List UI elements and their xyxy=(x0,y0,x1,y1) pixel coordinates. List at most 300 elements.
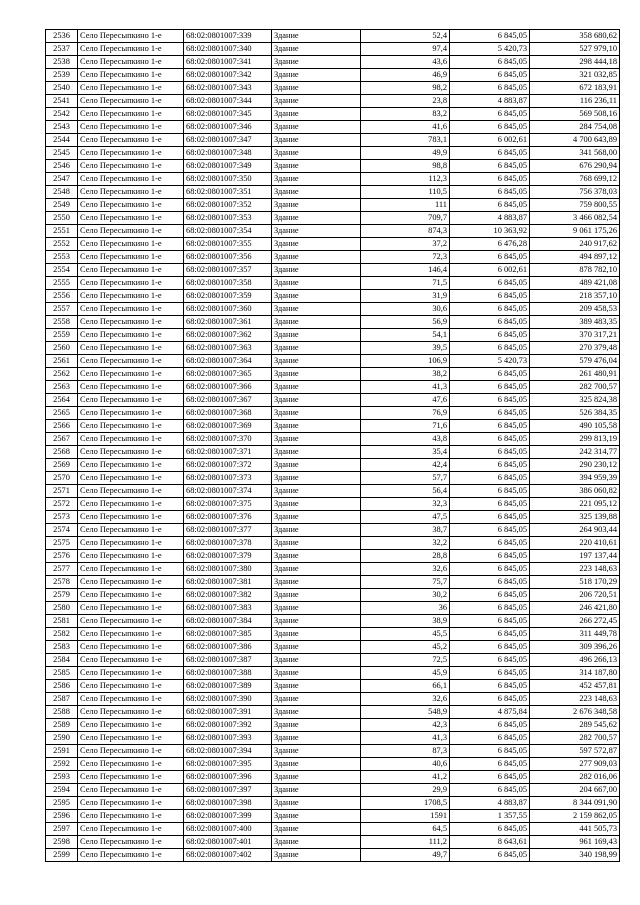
cadastral-number-cell: 68:02:0801007:380 xyxy=(184,563,272,576)
cadastral-number-cell: 68:02:0801007:364 xyxy=(184,355,272,368)
cadastral-value-cell: 358 680,62 xyxy=(530,30,620,43)
cadastral-value-cell: 298 444,18 xyxy=(530,56,620,69)
table-row xyxy=(46,784,620,797)
table-row xyxy=(46,485,620,498)
cadastral-value-cell: 3 466 082,54 xyxy=(530,212,620,225)
table-row xyxy=(46,394,620,407)
cadastral-value-cell: 672 183,91 xyxy=(530,82,620,95)
table-row xyxy=(46,56,620,69)
unit-cost-cell: 6 845,05 xyxy=(450,108,530,121)
location-cell: Село Пересыпкино 1-е xyxy=(78,589,184,602)
area-cell: 71,6 xyxy=(361,420,450,433)
cadastral-number-cell: 68:02:0801007:397 xyxy=(184,784,272,797)
location-cell: Село Пересыпкино 1-е xyxy=(78,771,184,784)
cadastral-number-cell: 68:02:0801007:395 xyxy=(184,758,272,771)
unit-cost-cell: 6 845,05 xyxy=(450,368,530,381)
area-cell: 38,7 xyxy=(361,524,450,537)
unit-cost-cell: 6 845,05 xyxy=(450,563,530,576)
cadastral-value-cell: 314 187,80 xyxy=(530,667,620,680)
object-type-cell: Здание xyxy=(272,433,361,446)
object-type-cell: Здание xyxy=(272,550,361,563)
cadastral-value-cell: 496 266,13 xyxy=(530,654,620,667)
row-number: 2572 xyxy=(46,498,78,511)
area-cell: 111,2 xyxy=(361,836,450,849)
location-cell: Село Пересыпкино 1-е xyxy=(78,238,184,251)
cadastral-value-cell: 218 357,10 xyxy=(530,290,620,303)
table-row xyxy=(46,498,620,511)
area-cell: 64,5 xyxy=(361,823,450,836)
location-cell: Село Пересыпкино 1-е xyxy=(78,745,184,758)
row-number: 2587 xyxy=(46,693,78,706)
area-cell: 110,5 xyxy=(361,186,450,199)
cadastral-number-cell: 68:02:0801007:400 xyxy=(184,823,272,836)
area-cell: 38,9 xyxy=(361,615,450,628)
table-row xyxy=(46,212,620,225)
location-cell: Село Пересыпкино 1-е xyxy=(78,758,184,771)
area-cell: 45,2 xyxy=(361,641,450,654)
row-number: 2576 xyxy=(46,550,78,563)
cadastral-value-cell: 290 230,12 xyxy=(530,459,620,472)
row-number: 2563 xyxy=(46,381,78,394)
row-number: 2583 xyxy=(46,641,78,654)
area-cell: 41,2 xyxy=(361,771,450,784)
unit-cost-cell: 6 845,05 xyxy=(450,342,530,355)
cadastral-value-cell: 325 139,88 xyxy=(530,511,620,524)
location-cell: Село Пересыпкино 1-е xyxy=(78,641,184,654)
unit-cost-cell: 6 845,05 xyxy=(450,524,530,537)
table-row xyxy=(46,771,620,784)
table-row xyxy=(46,446,620,459)
object-type-cell: Здание xyxy=(272,394,361,407)
object-type-cell: Здание xyxy=(272,758,361,771)
area-cell: 874,3 xyxy=(361,225,450,238)
location-cell: Село Пересыпкино 1-е xyxy=(78,251,184,264)
table-row xyxy=(46,823,620,836)
unit-cost-cell: 6 845,05 xyxy=(450,628,530,641)
area-cell: 30,2 xyxy=(361,589,450,602)
cadastral-value-cell: 289 545,62 xyxy=(530,719,620,732)
row-number: 2539 xyxy=(46,69,78,82)
object-type-cell: Здание xyxy=(272,30,361,43)
area-cell: 31,9 xyxy=(361,290,450,303)
table-row xyxy=(46,706,620,719)
object-type-cell: Здание xyxy=(272,446,361,459)
cadastral-number-cell: 68:02:0801007:344 xyxy=(184,95,272,108)
location-cell: Село Пересыпкино 1-е xyxy=(78,290,184,303)
area-cell: 72,5 xyxy=(361,654,450,667)
location-cell: Село Пересыпкино 1-е xyxy=(78,433,184,446)
area-cell: 783,1 xyxy=(361,134,450,147)
unit-cost-cell: 6 845,05 xyxy=(450,56,530,69)
row-number: 2554 xyxy=(46,264,78,277)
table-row xyxy=(46,329,620,342)
unit-cost-cell: 6 845,05 xyxy=(450,784,530,797)
row-number: 2559 xyxy=(46,329,78,342)
unit-cost-cell: 6 845,05 xyxy=(450,303,530,316)
row-number: 2586 xyxy=(46,680,78,693)
table-row xyxy=(46,550,620,563)
area-cell: 36 xyxy=(361,602,450,615)
row-number: 2547 xyxy=(46,173,78,186)
table-row xyxy=(46,433,620,446)
area-cell: 46,9 xyxy=(361,69,450,82)
table-row xyxy=(46,667,620,680)
cadastral-value-cell: 242 314,77 xyxy=(530,446,620,459)
location-cell: Село Пересыпкино 1-е xyxy=(78,446,184,459)
cadastral-number-cell: 68:02:0801007:365 xyxy=(184,368,272,381)
cadastral-value-cell: 579 476,04 xyxy=(530,355,620,368)
location-cell: Село Пересыпкино 1-е xyxy=(78,719,184,732)
object-type-cell: Здание xyxy=(272,524,361,537)
area-cell: 57,7 xyxy=(361,472,450,485)
unit-cost-cell: 6 845,05 xyxy=(450,186,530,199)
cadastral-value-cell: 206 720,51 xyxy=(530,589,620,602)
table-row xyxy=(46,537,620,550)
row-number: 2584 xyxy=(46,654,78,667)
cadastral-value-cell: 494 897,12 xyxy=(530,251,620,264)
unit-cost-cell: 6 845,05 xyxy=(450,511,530,524)
unit-cost-cell: 6 845,05 xyxy=(450,641,530,654)
object-type-cell: Здание xyxy=(272,537,361,550)
row-number: 2561 xyxy=(46,355,78,368)
cadastral-value-cell: 240 917,62 xyxy=(530,238,620,251)
cadastral-value-cell: 389 483,35 xyxy=(530,316,620,329)
cadastral-value-cell: 309 396,26 xyxy=(530,641,620,654)
table-row xyxy=(46,264,620,277)
area-cell: 56,4 xyxy=(361,485,450,498)
object-type-cell: Здание xyxy=(272,810,361,823)
unit-cost-cell: 6 845,05 xyxy=(450,667,530,680)
cadastral-value-cell: 311 449,78 xyxy=(530,628,620,641)
unit-cost-cell: 6 845,05 xyxy=(450,433,530,446)
object-type-cell: Здание xyxy=(272,82,361,95)
area-cell: 709,7 xyxy=(361,212,450,225)
object-type-cell: Здание xyxy=(272,563,361,576)
object-type-cell: Здание xyxy=(272,693,361,706)
cadastral-number-cell: 68:02:0801007:394 xyxy=(184,745,272,758)
unit-cost-cell: 6 845,05 xyxy=(450,420,530,433)
cadastral-number-cell: 68:02:0801007:387 xyxy=(184,654,272,667)
row-number: 2591 xyxy=(46,745,78,758)
location-cell: Село Пересыпкино 1-е xyxy=(78,82,184,95)
location-cell: Село Пересыпкино 1-е xyxy=(78,849,184,862)
row-number: 2538 xyxy=(46,56,78,69)
cadastral-value-cell: 264 903,44 xyxy=(530,524,620,537)
object-type-cell: Здание xyxy=(272,784,361,797)
object-type-cell: Здание xyxy=(272,173,361,186)
unit-cost-cell: 6 845,05 xyxy=(450,745,530,758)
cadastral-number-cell: 68:02:0801007:370 xyxy=(184,433,272,446)
location-cell: Село Пересыпкино 1-е xyxy=(78,303,184,316)
cadastral-number-cell: 68:02:0801007:340 xyxy=(184,43,272,56)
area-cell: 56,9 xyxy=(361,316,450,329)
table-row xyxy=(46,173,620,186)
area-cell: 52,4 xyxy=(361,30,450,43)
row-number: 2580 xyxy=(46,602,78,615)
table-row xyxy=(46,810,620,823)
area-cell: 41,3 xyxy=(361,381,450,394)
location-cell: Село Пересыпкино 1-е xyxy=(78,693,184,706)
row-number: 2593 xyxy=(46,771,78,784)
cadastral-number-cell: 68:02:0801007:366 xyxy=(184,381,272,394)
cadastral-value-cell: 490 105,58 xyxy=(530,420,620,433)
unit-cost-cell: 6 845,05 xyxy=(450,329,530,342)
cadastral-number-cell: 68:02:0801007:391 xyxy=(184,706,272,719)
cadastral-number-cell: 68:02:0801007:349 xyxy=(184,160,272,173)
unit-cost-cell: 6 845,05 xyxy=(450,69,530,82)
cadastral-number-cell: 68:02:0801007:360 xyxy=(184,303,272,316)
row-number: 2571 xyxy=(46,485,78,498)
location-cell: Село Пересыпкино 1-е xyxy=(78,186,184,199)
area-cell: 49,9 xyxy=(361,147,450,160)
table-row xyxy=(46,680,620,693)
row-number: 2598 xyxy=(46,836,78,849)
object-type-cell: Здание xyxy=(272,121,361,134)
cadastral-value-cell: 282 700,57 xyxy=(530,381,620,394)
area-cell: 98,2 xyxy=(361,82,450,95)
object-type-cell: Здание xyxy=(272,251,361,264)
location-cell: Село Пересыпкино 1-е xyxy=(78,407,184,420)
location-cell: Село Пересыпкино 1-е xyxy=(78,680,184,693)
object-type-cell: Здание xyxy=(272,264,361,277)
row-number: 2564 xyxy=(46,394,78,407)
area-cell: 54,1 xyxy=(361,329,450,342)
object-type-cell: Здание xyxy=(272,407,361,420)
area-cell: 42,4 xyxy=(361,459,450,472)
cadastral-value-cell: 4 700 643,89 xyxy=(530,134,620,147)
area-cell: 87,3 xyxy=(361,745,450,758)
area-cell: 32,6 xyxy=(361,563,450,576)
row-number: 2542 xyxy=(46,108,78,121)
row-number: 2558 xyxy=(46,316,78,329)
location-cell: Село Пересыпкино 1-е xyxy=(78,121,184,134)
object-type-cell: Здание xyxy=(272,472,361,485)
row-number: 2589 xyxy=(46,719,78,732)
location-cell: Село Пересыпкино 1-е xyxy=(78,485,184,498)
cadastral-value-cell: 284 754,08 xyxy=(530,121,620,134)
location-cell: Село Пересыпкино 1-е xyxy=(78,225,184,238)
cadastral-number-cell: 68:02:0801007:372 xyxy=(184,459,272,472)
unit-cost-cell: 6 845,05 xyxy=(450,173,530,186)
cadastral-value-cell: 527 979,10 xyxy=(530,43,620,56)
cadastral-value-cell: 223 148,63 xyxy=(530,563,620,576)
location-cell: Село Пересыпкино 1-е xyxy=(78,368,184,381)
location-cell: Село Пересыпкино 1-е xyxy=(78,381,184,394)
row-number: 2556 xyxy=(46,290,78,303)
cadastral-number-cell: 68:02:0801007:339 xyxy=(184,30,272,43)
row-number: 2595 xyxy=(46,797,78,810)
cadastral-number-cell: 68:02:0801007:378 xyxy=(184,537,272,550)
cadastral-number-cell: 68:02:0801007:390 xyxy=(184,693,272,706)
area-cell: 40,6 xyxy=(361,758,450,771)
cadastral-value-cell: 8 344 091,90 xyxy=(530,797,620,810)
cadastral-value-cell: 452 457,81 xyxy=(530,680,620,693)
cadastral-value-cell: 676 290,94 xyxy=(530,160,620,173)
table-row xyxy=(46,797,620,810)
unit-cost-cell: 6 845,05 xyxy=(450,251,530,264)
object-type-cell: Здание xyxy=(272,719,361,732)
area-cell: 75,7 xyxy=(361,576,450,589)
location-cell: Село Пересыпкино 1-е xyxy=(78,355,184,368)
unit-cost-cell: 6 845,05 xyxy=(450,82,530,95)
cadastral-number-cell: 68:02:0801007:381 xyxy=(184,576,272,589)
row-number: 2596 xyxy=(46,810,78,823)
location-cell: Село Пересыпкино 1-е xyxy=(78,797,184,810)
row-number: 2555 xyxy=(46,277,78,290)
area-cell: 32,2 xyxy=(361,537,450,550)
area-cell: 97,4 xyxy=(361,43,450,56)
table-row xyxy=(46,160,620,173)
object-type-cell: Здание xyxy=(272,589,361,602)
table-row xyxy=(46,134,620,147)
row-number: 2588 xyxy=(46,706,78,719)
cadastral-value-cell: 768 699,12 xyxy=(530,173,620,186)
unit-cost-cell: 6 845,05 xyxy=(450,849,530,862)
location-cell: Село Пересыпкино 1-е xyxy=(78,56,184,69)
object-type-cell: Здание xyxy=(272,225,361,238)
object-type-cell: Здание xyxy=(272,745,361,758)
unit-cost-cell: 6 845,05 xyxy=(450,550,530,563)
object-type-cell: Здание xyxy=(272,511,361,524)
location-cell: Село Пересыпкино 1-е xyxy=(78,342,184,355)
object-type-cell: Здание xyxy=(272,706,361,719)
object-type-cell: Здание xyxy=(272,602,361,615)
cadastral-value-cell: 223 148,63 xyxy=(530,693,620,706)
cadastral-number-cell: 68:02:0801007:389 xyxy=(184,680,272,693)
area-cell: 98,8 xyxy=(361,160,450,173)
area-cell: 43,8 xyxy=(361,433,450,446)
unit-cost-cell: 6 845,05 xyxy=(450,30,530,43)
area-cell: 29,9 xyxy=(361,784,450,797)
table-row xyxy=(46,407,620,420)
object-type-cell: Здание xyxy=(272,823,361,836)
cadastral-value-cell: 197 137,44 xyxy=(530,550,620,563)
unit-cost-cell: 6 845,05 xyxy=(450,446,530,459)
unit-cost-cell: 6 845,05 xyxy=(450,160,530,173)
location-cell: Село Пересыпкино 1-е xyxy=(78,147,184,160)
cadastral-value-cell: 221 095,12 xyxy=(530,498,620,511)
object-type-cell: Здание xyxy=(272,849,361,862)
row-number: 2582 xyxy=(46,628,78,641)
cadastral-number-cell: 68:02:0801007:361 xyxy=(184,316,272,329)
row-number: 2599 xyxy=(46,849,78,862)
table-row xyxy=(46,342,620,355)
row-number: 2553 xyxy=(46,251,78,264)
unit-cost-cell: 6 845,05 xyxy=(450,394,530,407)
cadastral-number-cell: 68:02:0801007:346 xyxy=(184,121,272,134)
table-row xyxy=(46,654,620,667)
row-number: 2573 xyxy=(46,511,78,524)
row-number: 2541 xyxy=(46,95,78,108)
unit-cost-cell: 4 883,87 xyxy=(450,797,530,810)
location-cell: Село Пересыпкино 1-е xyxy=(78,498,184,511)
table-row xyxy=(46,95,620,108)
unit-cost-cell: 6 845,05 xyxy=(450,758,530,771)
cadastral-value-cell: 2 676 348,58 xyxy=(530,706,620,719)
unit-cost-cell: 6 845,05 xyxy=(450,693,530,706)
location-cell: Село Пересыпкино 1-е xyxy=(78,277,184,290)
row-number: 2578 xyxy=(46,576,78,589)
table-row xyxy=(46,355,620,368)
unit-cost-cell: 6 845,05 xyxy=(450,602,530,615)
unit-cost-cell: 6 845,05 xyxy=(450,771,530,784)
cadastral-number-cell: 68:02:0801007:352 xyxy=(184,199,272,212)
cadastral-number-cell: 68:02:0801007:375 xyxy=(184,498,272,511)
table-row xyxy=(46,615,620,628)
object-type-cell: Здание xyxy=(272,69,361,82)
row-number: 2577 xyxy=(46,563,78,576)
row-number: 2590 xyxy=(46,732,78,745)
object-type-cell: Здание xyxy=(272,238,361,251)
location-cell: Село Пересыпкино 1-е xyxy=(78,524,184,537)
table-row xyxy=(46,381,620,394)
location-cell: Село Пересыпкино 1-е xyxy=(78,511,184,524)
table-row xyxy=(46,719,620,732)
table-row xyxy=(46,82,620,95)
row-number: 2537 xyxy=(46,43,78,56)
cadastral-value-cell: 597 572,87 xyxy=(530,745,620,758)
cadastral-number-cell: 68:02:0801007:373 xyxy=(184,472,272,485)
row-number: 2544 xyxy=(46,134,78,147)
location-cell: Село Пересыпкино 1-е xyxy=(78,667,184,680)
unit-cost-cell: 6 845,05 xyxy=(450,277,530,290)
object-type-cell: Здание xyxy=(272,498,361,511)
unit-cost-cell: 6 845,05 xyxy=(450,121,530,134)
object-type-cell: Здание xyxy=(272,459,361,472)
object-type-cell: Здание xyxy=(272,160,361,173)
location-cell: Село Пересыпкино 1-е xyxy=(78,602,184,615)
registry-table-body xyxy=(46,30,620,862)
location-cell: Село Пересыпкино 1-е xyxy=(78,654,184,667)
table-row xyxy=(46,368,620,381)
row-number: 2579 xyxy=(46,589,78,602)
unit-cost-cell: 6 002,61 xyxy=(450,264,530,277)
table-row xyxy=(46,745,620,758)
table-row xyxy=(46,511,620,524)
table-row xyxy=(46,199,620,212)
area-cell: 1591 xyxy=(361,810,450,823)
unit-cost-cell: 5 420,73 xyxy=(450,355,530,368)
cadastral-number-cell: 68:02:0801007:351 xyxy=(184,186,272,199)
object-type-cell: Здание xyxy=(272,95,361,108)
object-type-cell: Здание xyxy=(272,680,361,693)
cadastral-number-cell: 68:02:0801007:356 xyxy=(184,251,272,264)
cadastral-value-cell: 441 505,73 xyxy=(530,823,620,836)
table-row xyxy=(46,147,620,160)
cadastral-number-cell: 68:02:0801007:358 xyxy=(184,277,272,290)
cadastral-number-cell: 68:02:0801007:399 xyxy=(184,810,272,823)
cadastral-number-cell: 68:02:0801007:363 xyxy=(184,342,272,355)
location-cell: Село Пересыпкино 1-е xyxy=(78,836,184,849)
location-cell: Село Пересыпкино 1-е xyxy=(78,173,184,186)
unit-cost-cell: 6 845,05 xyxy=(450,316,530,329)
cadastral-number-cell: 68:02:0801007:383 xyxy=(184,602,272,615)
unit-cost-cell: 4 883,87 xyxy=(450,95,530,108)
object-type-cell: Здание xyxy=(272,134,361,147)
cadastral-number-cell: 68:02:0801007:348 xyxy=(184,147,272,160)
area-cell: 146,4 xyxy=(361,264,450,277)
object-type-cell: Здание xyxy=(272,290,361,303)
cadastral-number-cell: 68:02:0801007:392 xyxy=(184,719,272,732)
cadastral-number-cell: 68:02:0801007:355 xyxy=(184,238,272,251)
area-cell: 35,4 xyxy=(361,446,450,459)
location-cell: Село Пересыпкино 1-е xyxy=(78,732,184,745)
unit-cost-cell: 6 845,05 xyxy=(450,537,530,550)
object-type-cell: Здание xyxy=(272,381,361,394)
cadastral-number-cell: 68:02:0801007:385 xyxy=(184,628,272,641)
area-cell: 45,9 xyxy=(361,667,450,680)
cadastral-value-cell: 220 410,61 xyxy=(530,537,620,550)
